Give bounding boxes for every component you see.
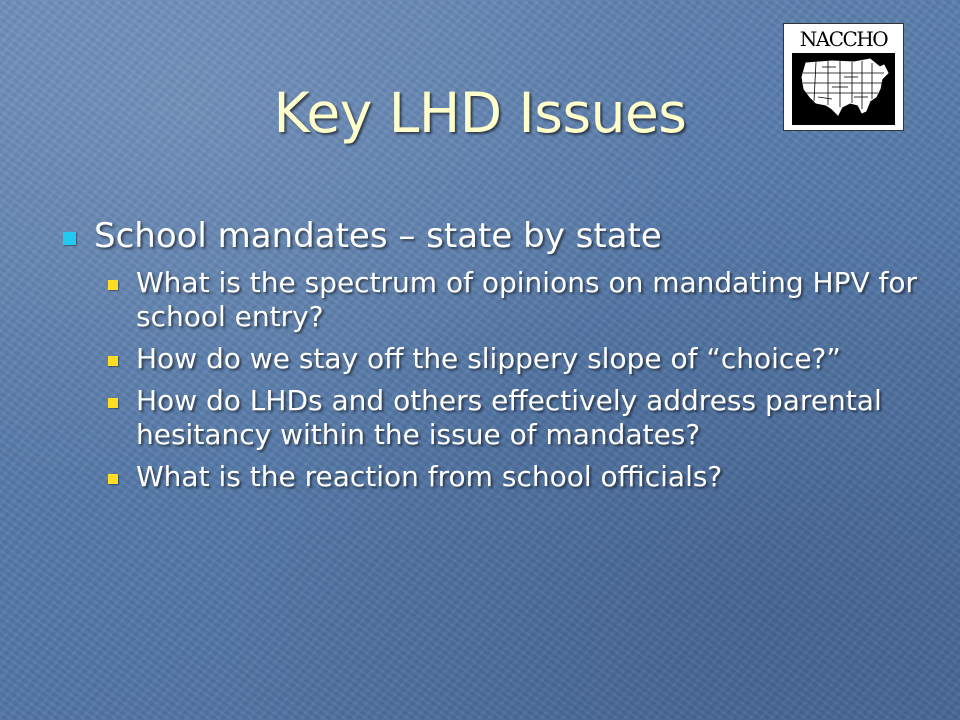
bullet-level2-item bbox=[60, 342, 920, 376]
square-bullet-icon bbox=[108, 398, 118, 408]
square-bullet-icon bbox=[63, 232, 76, 245]
bullet-level1-item bbox=[60, 214, 920, 258]
square-bullet-icon bbox=[108, 474, 118, 484]
bullet-text: How do LHDs and others effectively address parental hesitancy within the issue of mandates? bbox=[136, 384, 882, 451]
us-map-icon bbox=[792, 53, 895, 125]
bullet-text: What is the reaction from school officials? bbox=[136, 460, 723, 493]
bullet-text: What is the spectrum of opinions on mandating HPV for school entry? bbox=[136, 266, 918, 333]
square-bullet-icon bbox=[108, 356, 118, 366]
bullet-list bbox=[60, 214, 920, 502]
bullet-level2-item bbox=[60, 384, 920, 452]
naccho-logo bbox=[784, 24, 903, 130]
bullet-text: School mandates – state by state bbox=[94, 216, 662, 256]
bullet-text: How do we stay off the slippery slope of “choice?” bbox=[136, 342, 841, 375]
slide-title: Key LHD Issues bbox=[273, 81, 687, 145]
bullet-level2-item bbox=[60, 266, 920, 334]
logo-text: NACCHO bbox=[799, 27, 888, 51]
square-bullet-icon bbox=[108, 280, 118, 290]
bullet-level2-item bbox=[60, 460, 920, 494]
